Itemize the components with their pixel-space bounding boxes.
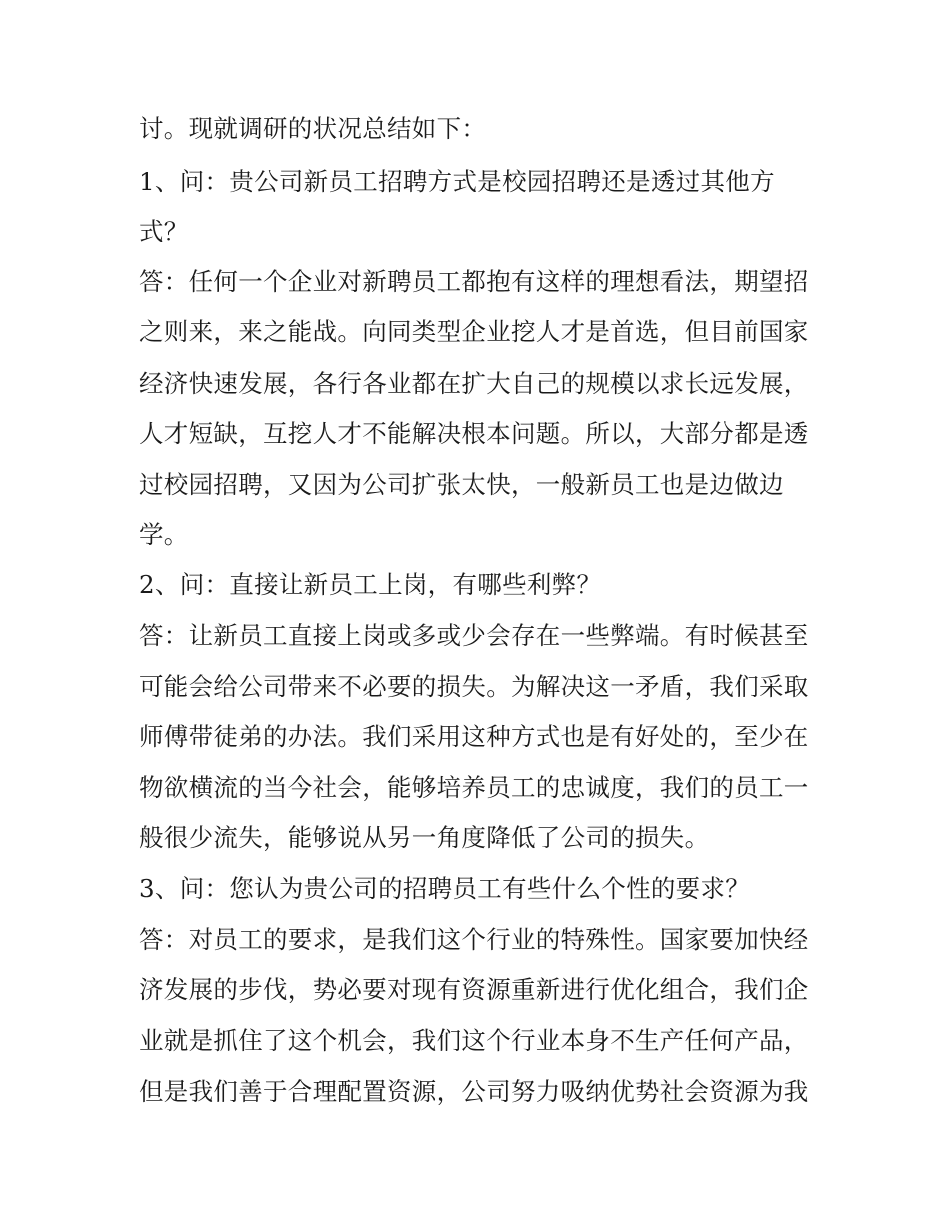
- answer-2-line-5: 般很少流失，能够说从另一角度降低了公司的损失。: [139, 823, 710, 852]
- question-1-line-2: 式？: [139, 217, 189, 246]
- question-2-line: 2、问：直接让新员工上岗，有哪些利弊？: [139, 570, 602, 599]
- answer-2-line-4: 物欲横流的当今社会，能够培养员工的忠诚度，我们的员工一: [139, 773, 809, 802]
- answer-3-line-1: 答：对员工的要求，是我们这个行业的特殊性。国家要加快经: [139, 925, 809, 954]
- answer-3-line-3: 业就是抓住了这个机会，我们这个行业本身不生产任何产品，: [139, 1026, 809, 1055]
- answer-1-line-2: 之则来，来之能战。向同类型企业挖人才是首选，但目前国家: [139, 317, 809, 346]
- answer-1-line-5: 过校园招聘，又因为公司扩张太快，一般新员工也是边做边: [139, 470, 784, 499]
- answer-1-line-3: 经济快速发展，各行各业都在扩大自己的规模以求长远发展，: [139, 369, 809, 398]
- question-3-line: 3、问：您认为贵公司的招聘员工有些什么个性的要求？: [139, 874, 751, 903]
- answer-2-line-1: 答：让新员工直接上岗或多或少会存在一些弊端。有时候甚至: [139, 621, 809, 650]
- answer-1-line-6: 学。: [139, 520, 189, 549]
- text-line: 讨。现就调研的状况总结如下：: [139, 114, 487, 143]
- question-1-line-1: 1、问：贵公司新员工招聘方式是校园招聘还是透过其他方: [139, 167, 775, 196]
- answer-1-line-4: 人才短缺，互挖人才不能解决根本问题。所以，大部分都是透: [139, 419, 809, 448]
- answer-3-line-4: 但是我们善于合理配置资源，公司努力吸纳优势社会资源为我: [139, 1077, 809, 1106]
- answer-3-line-2: 济发展的步伐，势必要对现有资源重新进行优化组合，我们企: [139, 975, 809, 1004]
- answer-2-line-3: 师傅带徒弟的办法。我们采用这种方式也是有好处的，至少在: [139, 722, 809, 751]
- answer-2-line-2: 可能会给公司带来不必要的损失。为解决这一矛盾，我们采取: [139, 672, 809, 701]
- answer-1-line-1: 答：任何一个企业对新聘员工都抱有这样的理想看法，期望招: [139, 267, 809, 296]
